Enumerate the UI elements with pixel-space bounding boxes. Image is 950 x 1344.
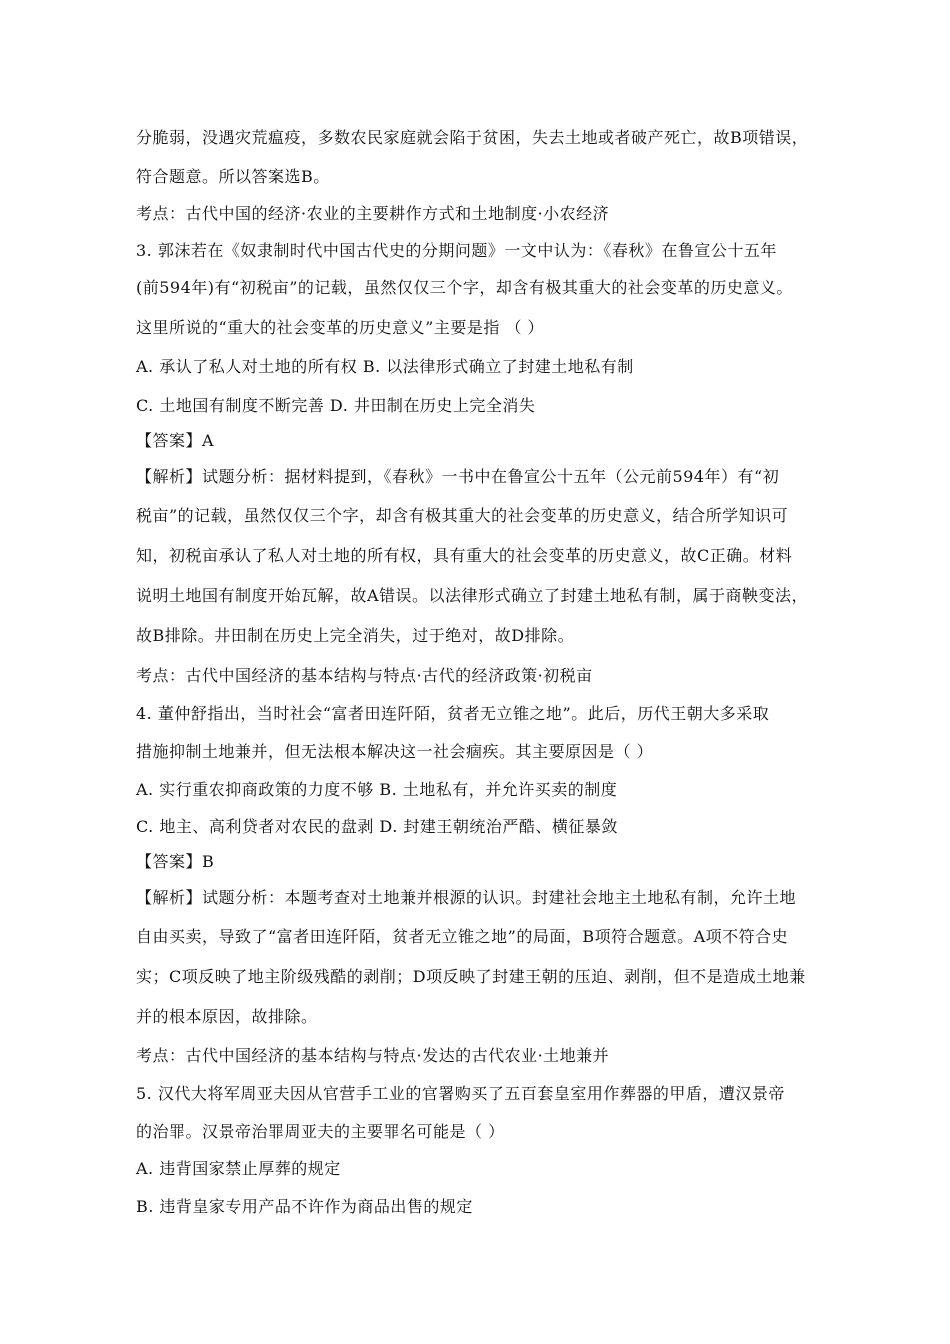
text-line: 故B排除。井田制在历史上完全消失，过于绝对，故D排除。 [136, 626, 575, 645]
text-line: 措施抑制土地兼并，但无法根本解决这一社会痼疾。其主要原因是（ ） [136, 742, 654, 761]
text-line: 知，初税亩承认了私人对土地的所有权，具有重大的社会变革的历史意义，故C正确。材料 [136, 546, 793, 565]
question-4-options-ab: A. 实行重农抑商政策的力度不够 B. 土地私有，并允许买卖的制度 [136, 780, 618, 799]
text-line: 并的根本原因，故排除。 [136, 1007, 318, 1026]
question-4-stem: 4. 董仲舒指出，当时社会“富者田连阡陌，贫者无立锥之地”。此后，历代王朝大多采取 [136, 704, 770, 723]
question-5-option-a: A. 违背国家禁止厚葬的规定 [136, 1159, 341, 1178]
text-line: 说明土地国有制度开始瓦解，故A错误。以法律形式确立了封建土地私有制，属于商鞅变法， [136, 586, 809, 605]
text-line: 考点：古代中国的经济·农业的主要耕作方式和土地制度·小农经济 [136, 204, 610, 223]
text-line: 自由买卖，导致了“富者田连阡陌，贫者无立锥之地”的局面，B项符合题意。A项不符合史 [136, 927, 789, 946]
text-line: 符合题意。所以答案选B。 [136, 167, 330, 186]
analysis-text: 【解析】试题分析：据材料提到，《春秋》一书中在鲁宣公十五年（公元前594年）有“初 [136, 467, 780, 486]
text-line: 考点：古代中国经济的基本结构与特点·发达的古代农业·土地兼并 [136, 1046, 610, 1065]
analysis-text: 【解析】试题分析：本题考查对土地兼并根源的认识。封建社会地主土地私有制，允许土地 [136, 888, 797, 907]
text-line: 税亩”的记载，虽然仅仅三个字，却含有极其重大的社会变革的历史意义，结合所学知识可 [136, 506, 789, 525]
answer-label: 【答案】B [136, 852, 215, 871]
text-line: (前594年)有“初税亩”的记载，虽然仅仅三个字，却含有极其重大的社会变革的历史意义。 [136, 278, 793, 297]
text-line: 考点：古代中国经济的基本结构与特点·古代的经济政策·初税亩 [136, 666, 593, 685]
answer-label: 【答案】A [136, 431, 215, 450]
question-3-options-cd: C. 土地国有制度不断完善 D. 井田制在历史上完全消失 [136, 396, 536, 415]
text-line: 这里所说的“重大的社会变革的历史意义”主要是指 （ ） [136, 318, 545, 337]
question-5-stem: 5. 汉代大将军周亚夫因从官营手工业的官署购买了五百套皇室用作葬器的甲盾，遭汉景帝 [136, 1084, 785, 1103]
question-3-stem: 3. 郭沫若在《奴隶制时代中国古代史的分期问题》一文中认为：《春秋》在鲁宣公十五年 [136, 241, 777, 260]
question-4-options-cd: C. 地主、高利贷者对农民的盘剥 D. 封建王朝统治严酷、横征暴敛 [136, 817, 618, 836]
text-line: 的治罪。汉景帝治罪周亚夫的主要罪名可能是（ ） [136, 1122, 505, 1141]
question-3-options-ab: A. 承认了私人对土地的所有权 B. 以法律形式确立了封建土地私有制 [136, 357, 634, 376]
text-line: 实；C项反映了地主阶级残酷的剥削；D项反映了封建王朝的压迫、剥削，但不是造成土地兼 [136, 967, 806, 986]
question-5-option-b: B. 违背皇家专用产品不许作为商品出售的规定 [136, 1197, 473, 1216]
text-line: 分脆弱，没遇灾荒瘟疫，多数农民家庭就会陷于贫困，失去土地或者破产死亡，故B项错误， [136, 128, 809, 147]
